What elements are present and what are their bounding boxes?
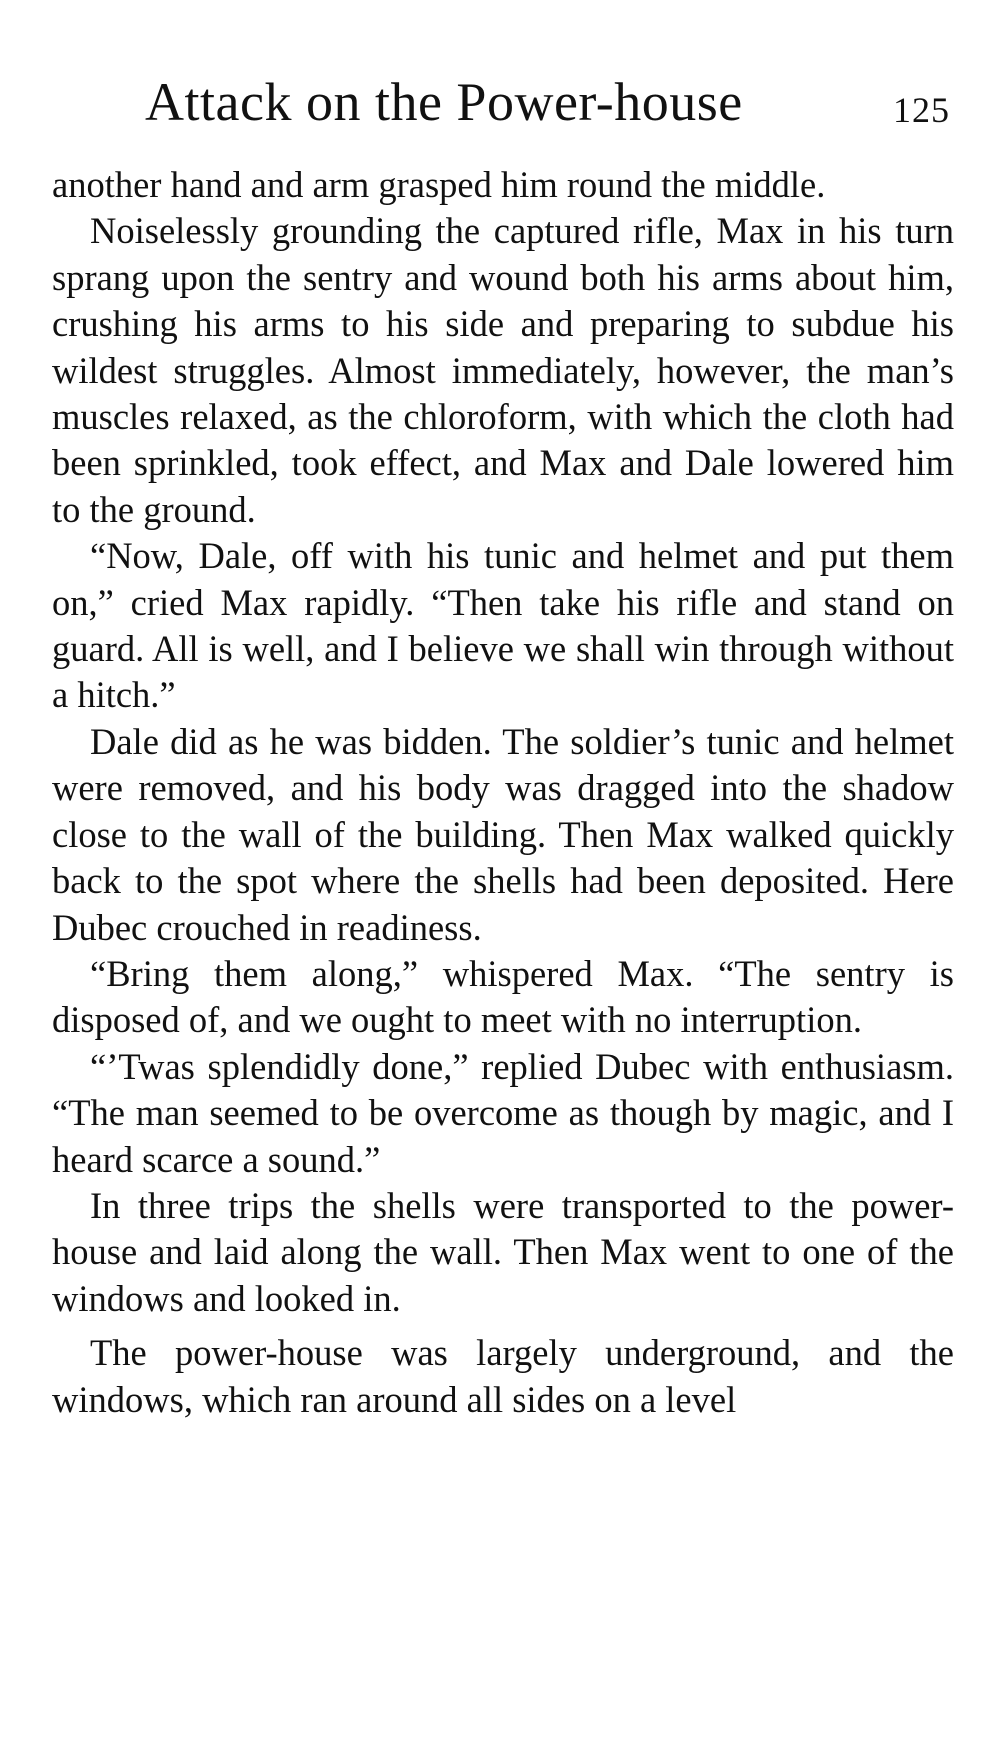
paragraph: “Now, Dale, off with his tunic and helmet and put them on,” cried Max rapidly. “Then take his rifle and stand on guard. All is well, and I believe we shall win through without a hitch.” <box>52 535 954 716</box>
paragraph: Noiselessly grounding the captured rifle, Max in his turn sprang upon the sentry and wound both his arms about him, crushing his arms to his side and preparing to subdue his wildest struggles. Almost immediately, however, the man’s muscles relaxed, as the chloroform, with which the cloth had been sprinkled, took effect, and Max and Dale lowered him to the ground. <box>52 210 954 530</box>
chapter-title: Attack on the Power-house <box>145 72 743 132</box>
paragraph: “Bring them along,” whispered Max. “The sentry is disposed of, and we ought to meet with no interruption. <box>52 952 954 1041</box>
paragraph: In three trips the shells were transported to the power-house and laid along the wall. Then Max went to one of the windows and looked in. <box>52 1184 954 1319</box>
paragraph-continued: another hand and arm grasped him round the middle. <box>52 164 826 205</box>
paragraph: Dale did as he was bidden. The soldier’s tunic and helmet were removed, and his body was dragged into the shadow close to the wall of the building. Then Max walked quickly back to the spot where the shells had been deposited. Here Dubec crouched in readiness. <box>52 720 954 948</box>
page-number: 125 <box>893 90 950 130</box>
body-text <box>52 162 954 1423</box>
paragraph: The power-house was largely underground, and the windows, which ran around all sides on a level <box>52 1332 954 1420</box>
running-head <box>145 62 955 142</box>
paragraph: “’Twas splendidly done,” replied Dubec with enthusiasm. “The man seemed to be overcome as though by magic, and I heard scarce a sound.” <box>52 1045 954 1180</box>
